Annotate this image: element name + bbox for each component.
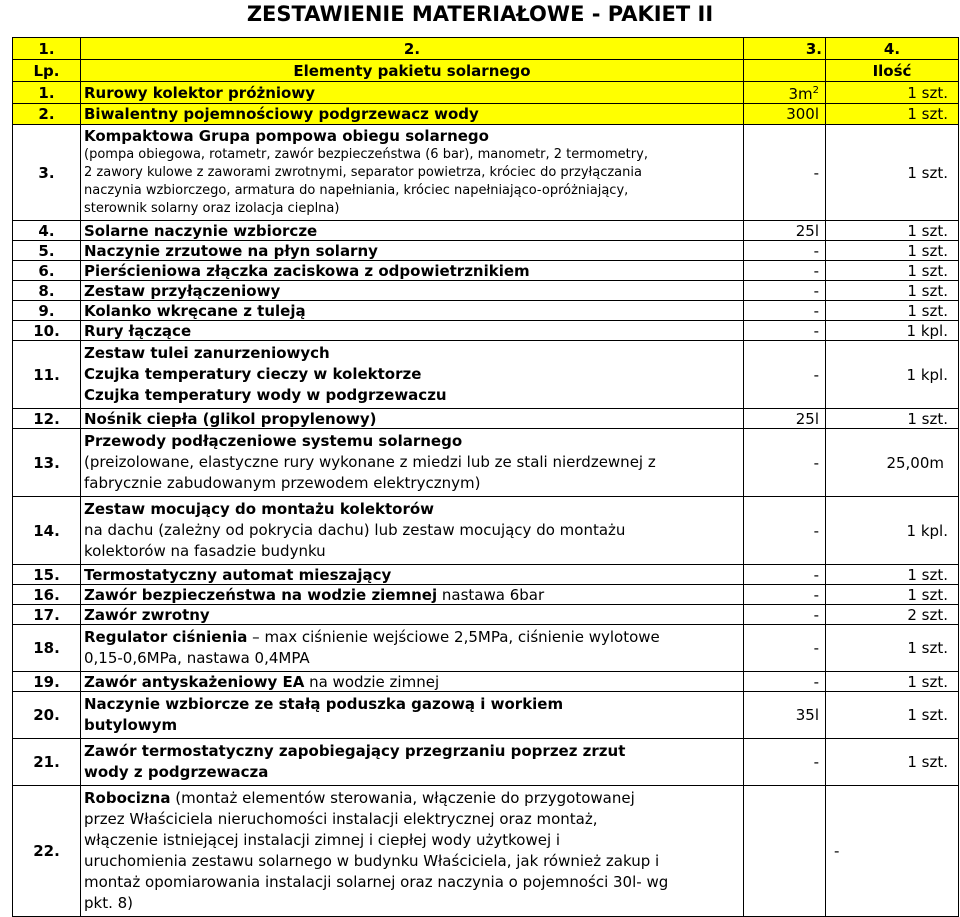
table-row: 6. Pierścieniowa złączka zaciskowa z odpowietrznikiem - 1 szt. [13,261,959,281]
table-row: 5. Naczynie zrzutowe na płyn solarny - 1 szt. [13,241,959,261]
table-row: 16. Zawór bezpieczeństwa na wodzie ziemnej nastawa 6bar - 1 szt. [13,585,959,605]
header-number: 4. [826,38,959,60]
table-row: 21. Zawór termostatyczny zapobiegający przegrzaniu poprzez zrzut wody z podgrzewacza - 1 szt. [13,739,959,786]
table-row: 17. Zawór zwrotny - 2 szt. [13,605,959,625]
materials-table [12,37,959,917]
table-row: 19. Zawór antyskażeniowy EA na wodzie zimnej - 1 szt. [13,672,959,692]
table-row: 4. Solarne naczynie wzbiorcze 25l 1 szt. [13,221,959,241]
table-row: 8. Zestaw przyłączeniowy - 1 szt. [13,281,959,301]
table-row: 1. Rurowy kolektor próżniowy $3m^2$ 1 szt. [13,82,959,104]
table-row: 11. Zestaw tulei zanurzeniowych Czujka temperatury cieczy w kolektorze Czujka temperatury wody w podgrzewaczu - 1 kpl. [13,341,959,409]
header-number: 2. [81,38,744,60]
header-lp: Lp. [13,60,81,82]
table-row: 3. Kompaktowa Grupa pompowa obiegu solarnego (pompa obiegowa, rotametr, zawór bezpieczeństwa (6 bar), manometr, 2 termometry, 2 zawory kulowe z zaworami zwrotnymi, separator powietrza, króciec do przyłączania naczynia wzbiorczego, armatura do napełniania, króciec napełniająco-opróżniający, sterownik solarny oraz izolacja cieplna) - 1 szt. [13,125,959,221]
document-title: ZESTAWIENIE MATERIAŁOWE - PAKIET II [246,2,714,26]
header-number: 1. [13,38,81,60]
table-row: 15. Termostatyczny automat mieszający - 1 szt. [13,565,959,585]
header-qty: Ilość [826,60,959,82]
table-row: 2. Biwalentny pojemnościowy podgrzewacz wody 300l 1 szt. [13,104,959,125]
header-elements: Elementy pakietu solarnego [81,60,744,82]
header-number: 3. [744,38,826,60]
table-row: 12. Nośnik ciepła (glikol propylenowy) 25l 1 szt. [13,409,959,429]
table-row: 22. Robocizna (montaż elementów sterowania, włączenie do przygotowanej przez Właściciela nieruchomości instalacji elektrycznej oraz montaż, włączenie istniejącej instalacji zimnej i ciepłej wody użytkowej i uruchomienia zestawu solarnego w budynku Właściciela, jak również zakup i montaż opomiarowania instalacji solarnej oraz naczynia o pojemności 30l- wg pkt. 8) - [13,786,959,917]
table-row: 10. Rury łączące - 1 kpl. [13,321,959,341]
table-row: 18. Regulator ciśnienia – max ciśnienie wejściowe 2,5MPa, ciśnienie wylotowe 0,15-0,6MPa, nastawa 0,4MPA - 1 szt. [13,625,959,672]
header-labels-row [13,60,959,82]
table-row: 14. Zestaw mocujący do montażu kolektorów na dachu (zależny od pokrycia dachu) lub zestaw mocujący do montażu kolektorów na fasadzie budynku - 1 kpl. [13,497,959,565]
table-row: 13. Przewody podłączeniowe systemu solarnego (preizolowane, elastyczne rury wykonane z miedzi lub ze stali nierdzewnej z fabrycznie zabudowanym przewodem elektrycznym) - 25,00m [13,429,959,497]
table-row: 20. Naczynie wzbiorcze ze stałą poduszka gazową i workiem butylowym 35l 1 szt. [13,692,959,739]
table-row: 9. Kolanko wkręcane z tuleją - 1 szt. [13,301,959,321]
header-numbers-row [13,38,959,60]
